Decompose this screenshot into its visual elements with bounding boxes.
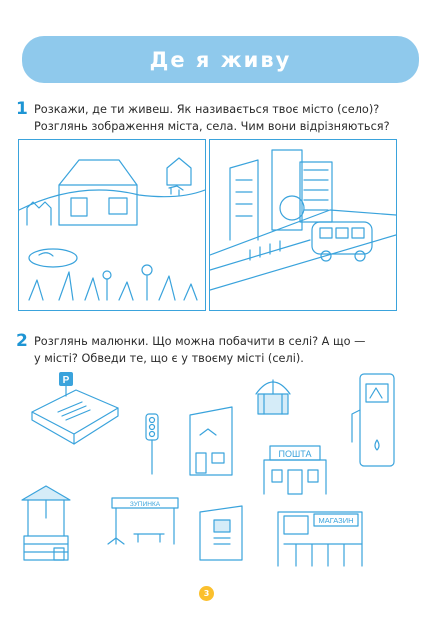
task-2-line-1: Розглянь малюнки. Що можна побачити в селі? А що — [34, 335, 366, 348]
title-banner [22, 36, 419, 83]
bus-stop[interactable] [104, 494, 182, 546]
task-1-text [34, 101, 390, 135]
task-2-line-2: у місті? Обведи те, що є у твоєму місті (селі). [34, 352, 304, 365]
water-well[interactable] [16, 482, 76, 564]
kiosk-dome[interactable] [248, 372, 298, 420]
task-2-number: 2 [16, 331, 28, 351]
traffic-light[interactable] [140, 412, 164, 476]
page-number: 3 [199, 586, 214, 601]
fuel-pump[interactable] [348, 370, 400, 468]
building[interactable] [186, 405, 236, 477]
village-illustration [18, 139, 206, 311]
atm[interactable] [196, 504, 246, 562]
shop[interactable] [272, 504, 368, 568]
task-1-line-2: Розглянь зображення міста, села. Чим вони відрізняються? [34, 120, 390, 133]
task-1-number: 1 [16, 99, 28, 119]
city-illustration [209, 139, 397, 311]
sandbox-with-parking-sign[interactable] [28, 372, 120, 454]
parking-sign-letter: P [62, 375, 70, 386]
post-office[interactable] [258, 440, 332, 496]
page-title: Де я живу [149, 47, 292, 72]
task-1-line-1: Розкажи, де ти живеш. Як називається твоє місто (село)? [34, 103, 380, 116]
task-2-text [34, 333, 365, 367]
post-sign: ПОШТА [278, 449, 312, 459]
stop-sign: ЗУПИНКА [129, 501, 161, 508]
shop-sign: МАГАЗИН [318, 516, 354, 525]
